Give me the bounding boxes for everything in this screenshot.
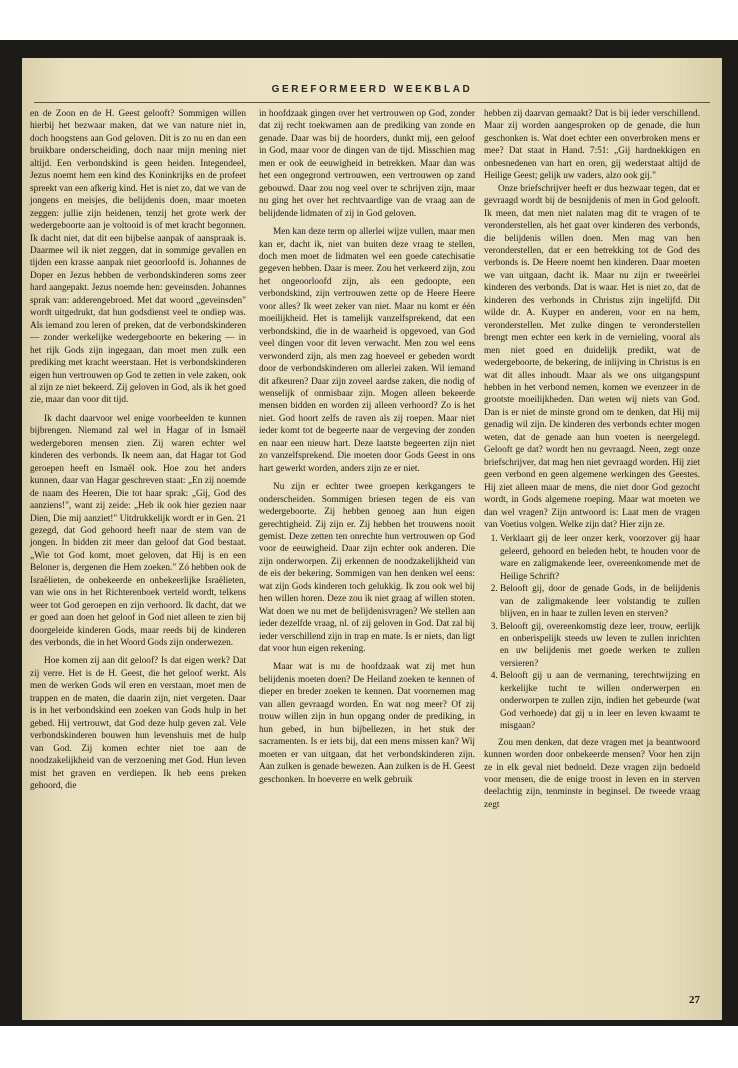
question-list [484, 533, 700, 732]
paragraph: Maar wat is nu de hoofdzaak wat zij met hun belijdenis moeten doen? De Heiland zoeken te kennen of dieper en breder zoeken te kennen. Dat voornemen mag van allen gevraagd worden. En wat nog meer? Of zij trouw willen zijn in hun opgang onder de prediking, in hun gebed, in hun bijbellezen, in het stuk der sacramenten. Is er iets bij, dat een mens missen kan? Wij moeten er van uitgaan, dat het verbondskinderen zijn. Aan zulken is genade bewezen. Aan zulken is de H. Geest geschonken. In hoeverre en welk gebruik [259, 662, 475, 785]
paragraph: Hoe komen zij aan dit geloof? Is dat eigen werk? Dat zij verre. Het is de H. Geest, die het geloof werkt. Als men de werken Gods wil eren en verstaan, moet men de trappen en de maten, die daarin zijn, niet vergeten. Daar is in het verbondskind een zoeken van Gods hulp in het gebed. Hij vertrouwt, dat God deze hulp geven zal. Vele verbondskinderen bouwen hun levenshuis met de hulp van God. Zij komen echter niet toe aan de noodzakelijkheid van de verzoening met God. Hun leven mist het graven en verdiepen. Ik heb eens preken gehoord, die [30, 656, 246, 792]
paragraph: Ik dacht daarvoor wel enige voorbeelden te kunnen bijbrengen. Niemand zal wel in Hagar of in Ismaël wedergeboren mensen zien. Zij waren echter wel kinderen des verbonds. Ik neem aan, dat Hagar tot God geroepen heeft en Ismaël ook. Hoe zou het anders kunnen, daar van Hagar geschreven staat: „En zij noemde de naam des Heeren, Die tot haar sprak: „Gij, God des aanziens!", want zij zeide: „Heb ik ook hier gezien naar Dien, Die mij aanziet!" Uitdrukkelijk wordt er in Gen. 21 gezegd, dat God gehoord heeft naar de stem van de jongen. In bidden zit meer dan geloof dat God bestaat. „Wie tot God komt, moet geloven, dat Hij is en een Beloner is, dergenen die Hem zoeken." Zó hebben ook de Israëlieten, de onbekeerde en onbekeerlijke Israëlieten, van wie ons in het Richterenboek verteld wordt, telkens weer tot God geroepen en zijn verhoord. Ik dacht, dat we er goed aan doen het geloof in God niet alleen te zien bij doorgeleide kinderen Gods, maar reeds bij de kinderen des verbonds, die in het Woord Gods zijn onderwezen. [30, 413, 246, 649]
list-item: 1. Verklaart gij de leer onzer kerk, voorzover gij haar geleerd, gehoord en beleden hebt, te houden voor de ware en zaligmakende leer, overeenkomende met de Heilige Schrift? [500, 533, 700, 583]
paragraph: Onze briefschrijver heeft er dus bezwaar tegen, dat er gevraagd wordt bij de besnijdenis of men in God gelooft. Ik meen, dat men niet nalaten mag dit te vragen of te veronderstellen, als het gaat over kinderen des verbonds, die belijdenis willen doen. Men mag van hen veronderstellen, dat er een betrekking tot de God des verbonds is. De Heere noemt hen kinderen. Daar moeten we van uitgaan, dacht ik. Maar nu zijn er tweeërlei kinderen des verbonds. Dat is waar. Het is niet zo, dat de kinderen des verbonds in Christus zijn ingelijfd. Dit wilde dr. A. Kuyper en anderen, voor en na hem, veronderstellen. Met zulke dingen te veronderstellen brengt men echter een kerk in de vernieling, vooral als men niet goed en duidelijk predikt, wat de wedergeboorte, de bekering, de inlijving in Christus is en wat dit alles inhoudt. Maar als we ons uitgangspunt hebben in het verbond nemen, komen we evenzeer in de grootste moeilijkheden. Dan weten wij niets van God. Dan is er niet de minste grond om te denken, dat Hij mij genadig wil zijn. De kinderen des verbonds echter mogen weten, dat de genade aan hun voeten is neergelegd. Gelooft ge dat? wordt hen nu gevraagd. Neen, zegt onze briefschrijver, dat mag hen niet gevraagd worden. Hij ziet geen verbond en geen algemene werkingen des Geestes. Hij ziet alleen maar de mens, die niet door God gezocht wordt, in Gods algemene roeping. Maar wat moeten we dan wel vragen? Zijn antwoord is: Laat men de vragen van Voetius volgen. Welke zijn dat? Hier zijn ze. [484, 183, 700, 530]
list-item: 4. Belooft gij u aan de vermaning, terechtwijzing en kerkelijke tucht te willen onderwerpen en onderworpen te zullen zijn, indien het gebeurde (wat God verhoede) dat gij u in leer en leven kwaamt te misgaan? [500, 670, 700, 732]
header-rule [34, 102, 710, 103]
running-header: GEREFORMEERD WEEKBLAD [271, 84, 473, 95]
page-number: 27 [689, 994, 700, 1006]
paragraph: hebben zij daarvan gemaakt? Dat is bij ieder verschillend. Maar zij worden aangesproken op de genade, die hun geschonken is. Wat doet echter een onverbroken mens er mee? Dat staat in Hand. 7:51: „Gij hardnekkigen en onbesnedenen van hart en oren, gij wederstaat altijd de Heilige Geest; gelijk uw vaders, alzo ook gij." [484, 109, 700, 182]
column-right [484, 108, 700, 811]
column-left [30, 108, 246, 792]
paragraph: Men kan deze term op allerlei wijze vullen, maar men kan er, dacht ik, niet van buiten deze vraag te stellen, doch men moet de lidmaten wel een goede catechisatie gegeven hebben. Daar is meer. Zou het verkeerd zijn, zou het ongeoorloofd zijn, als een gedoopte, een verbondskind, zijn vertrouwen zette op de Heere Heere voor alles? Ik weet zeker van niet. Maar nu komt er één moeilijkheid. Het is tamelijk vanzelfsprekend, dat een verbondskind, die in de waarheid is opgevoed, van God veel dingen voor dit leven verwacht. Men zou wel eens verwonderd zijn, als men zag hoeveel er gebeden wordt door de verbondskinderen om allerlei zaken. Wil iemand dit afkeuren? Daar zijn zoveel aardse zaken, die nodig of wenselijk of onmisbaar zijn. Mogen alleen bekeerde mensen bidden en worden zij alleen verhoord? Zo is het niet. God hoort zelfs de raven als zij roepen. Maar niet ieder komt tot de begeerte naar de vergeving der zonden en naar een nieuw hart. Deze laatste begeerten zijn niet zo vanzelfsprekend. Die moeten door Gods Geest in ons hart gewerkt worden, anders zijn ze er niet. [259, 227, 475, 474]
column-middle [259, 108, 475, 786]
list-item: 3. Belooft gij, overeenkomstig deze leer, trouw, eerlijk en onberispelijk steeds uw leven te zullen inrichten en uw belijdenis met goede werken te zullen versieren? [500, 621, 700, 671]
paragraph: Nu zijn er echter twee groepen kerkgangers te onderscheiden. Sommigen briesen tegen de eis van wedergeboorte. Zij hebben genoeg aan hun eigen gerechtigheid. Zij zijn er. Zij hebben het trouwens nooit gemist. Deze zetten ten onrechte hun vertrouwen op God voor de eeuwigheid. Daar zijn echter ook anderen. Die zijn onderworpen. Zij erkennen de noodzakelijkheid van de eis der bekering. Sommigen van hen denken wel eens: wat zijn Gods kinderen toch gelukkig. Ik zou ook wel bij hen willen horen. Deze zou ik niet graag af willen stoten. Wat doen we nu met de belijdenisvragen? We stellen aan ieder dezelfde vraag, nl. of zij geloven in God. Dat zal bij ieder verschillend zijn in trap en mate. Is er niets, dan ligt dat voor hun eigen rekening. [259, 482, 475, 655]
list-item: 2. Belooft gij, door de genade Gods, in de belijdenis van de zaligmakende leer volstandig te zullen blijven, en in haar te zullen leven en sterven? [500, 583, 700, 620]
paragraph: in hoofdzaak gingen over het vertrouwen op God, zonder dat zij recht toekwamen aan de prediking van zonde en genade. Daar was bij de hoorders, dunkt mij, een geloof in God, maar voor de dingen van de tijd. Misschien mag men er ook de eeuwigheid in betrekken. Maar dan was het een ongegrond vertrouwen, een vertrouwen op zand gebouwd. Daar zou nog veel over te schrijven zijn, maar nu ging het over het rechtvaardige van de vraag aan de belijdende lidmaten of zij in God geloven. [259, 109, 475, 219]
paragraph: en de Zoon en de H. Geest gelooft? Sommigen willen hierbij het bezwaar maken, dat we van nature niet in, doch hoogstens aan God geloven. Dit is zo nu en dan een bruikbare onderscheiding, doch naar mijn mening niet altijd. Een verbondskind is geen heiden. Integendeel, Jezus noemt hem een kind des Koninkrijks en de profeet spreekt van een afkerig kind. Het is niet zo, dat we van de jongens en meisjes, die belijdenis doen, maar moeten zeggen: jullie zijn heidenen, tenzij het grote werk der wedergeboorte aan je voltooid is of met kracht begonnen. Ik dacht niet, dat dit een bijbelse aanpak of aanspraak is. Daarmee wil ik niet zeggen, dat in sommige gevallen en tijden een krasse aanpak niet geoorloofd is. Johannes de Doper en Jezus hebben de verbondskinderen soms zeer hard aangepakt. Jezus noemde hen: geveinsden. Johannes sprak van: adderengebroed. Met dat woord „geveinsden" wordt uitgedrukt, dat hun godsdienst veel te ondiep was. Als iemand zou leren of preken, dat de verbondskinderen — zonder werkelijke wedergeboorte en bekering — in het rijk Gods zijn ingegaan, dan moet men zulk een prediking met kracht weerstaan. Het is verbondskinderen eigen hun vertrouwen op God te zetten in vele zaken, ook al zijn ze niet bekeerd. Zij geloven in God, als ik het goed zie, maar dan voor dit tijd. [30, 109, 246, 406]
page [22, 58, 722, 1020]
paragraph: Zou men denken, dat deze vragen met ja beantwoord kunnen worden door onbekeerde mensen? Voor hen zijn ze in elk geval niet bedoeld. Deze vragen zijn bedoeld voor mensen, die de enige troost in leven en in sterven deelachtig zijn, tenminste in beginsel. De tweede vraag zegt [484, 737, 700, 810]
